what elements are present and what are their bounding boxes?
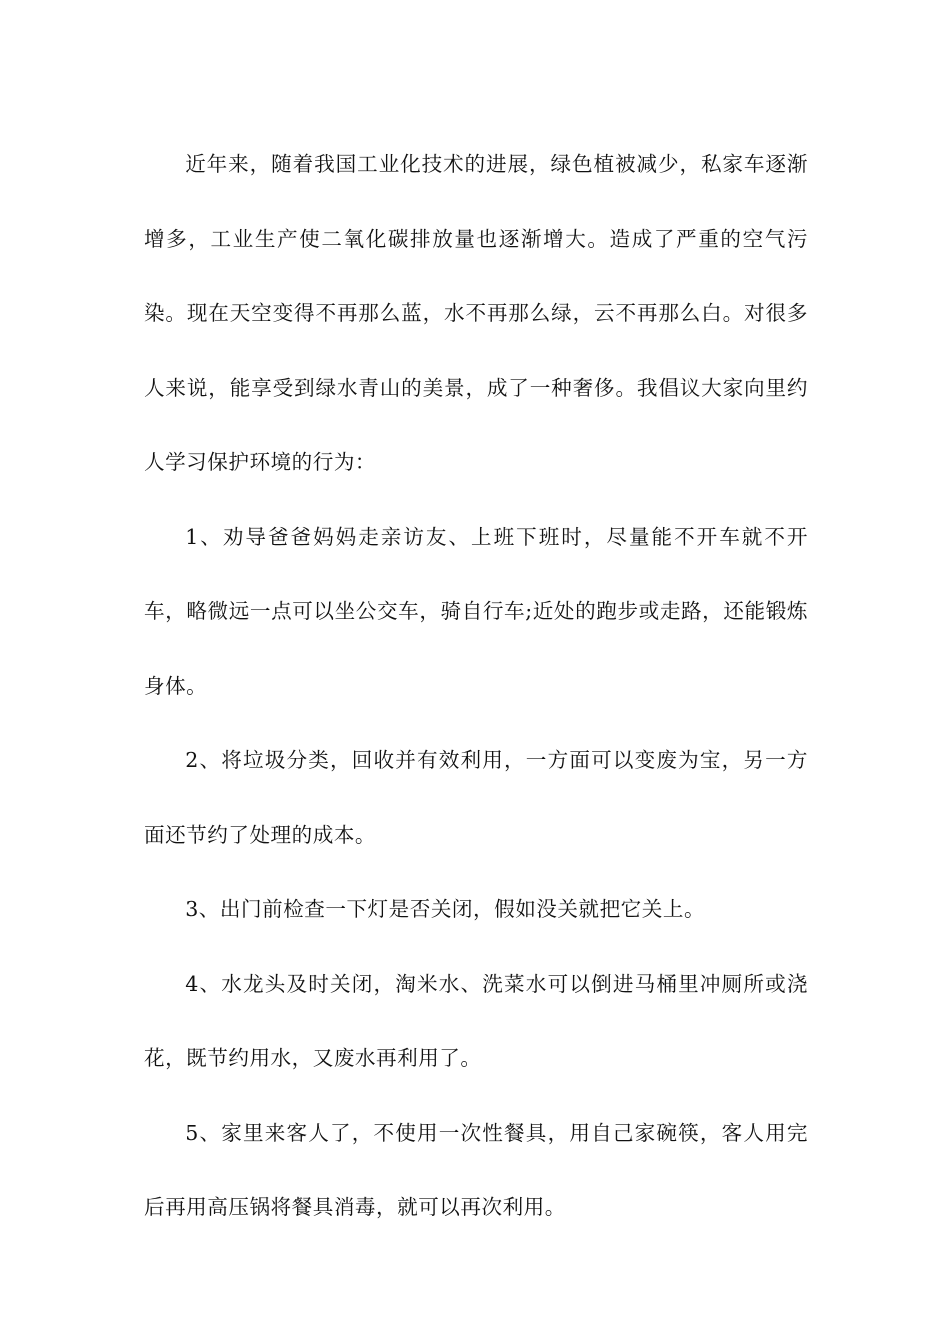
document-body (144, 127, 808, 1245)
proposal-item-4: 4、水龙头及时关闭，淘米水、洗菜水可以倒进马桶里冲厕所或浇花，既节约用水，又废水再利用了。 (144, 971, 808, 1070)
proposal-item-1: 1、劝导爸爸妈妈走亲访友、上班下班时，尽量能不开车就不开车，略微远一点可以坐公交车，骑自行车;近处的跑步或走路，还能锻炼身体。 (144, 524, 808, 698)
proposal-item-2: 2、将垃圾分类，回收并有效利用，一方面可以变废为宝，另一方面还节约了处理的成本。 (144, 748, 808, 847)
proposal-item-5: 5、家里来客人了，不使用一次性餐具，用自己家碗筷，客人用完后再用高压锅将餐具消毒，就可以再次利用。 (144, 1120, 808, 1219)
intro-paragraph: 近年来，随着我国工业化技术的进展，绿色植被减少，私家车逐渐增多，工业生产使二氧化碳排放量也逐渐增大。造成了严重的空气污染。现在天空变得不再那么蓝，水不再那么绿，云不再那么白。对很多人来说，能享受到绿水青山的美景，成了一种奢侈。我倡议大家向里约人学习保护环境的行为： (144, 152, 808, 474)
proposal-item-3: 3、出门前检查一下灯是否关闭，假如没关就把它关上。 (185, 897, 706, 921)
